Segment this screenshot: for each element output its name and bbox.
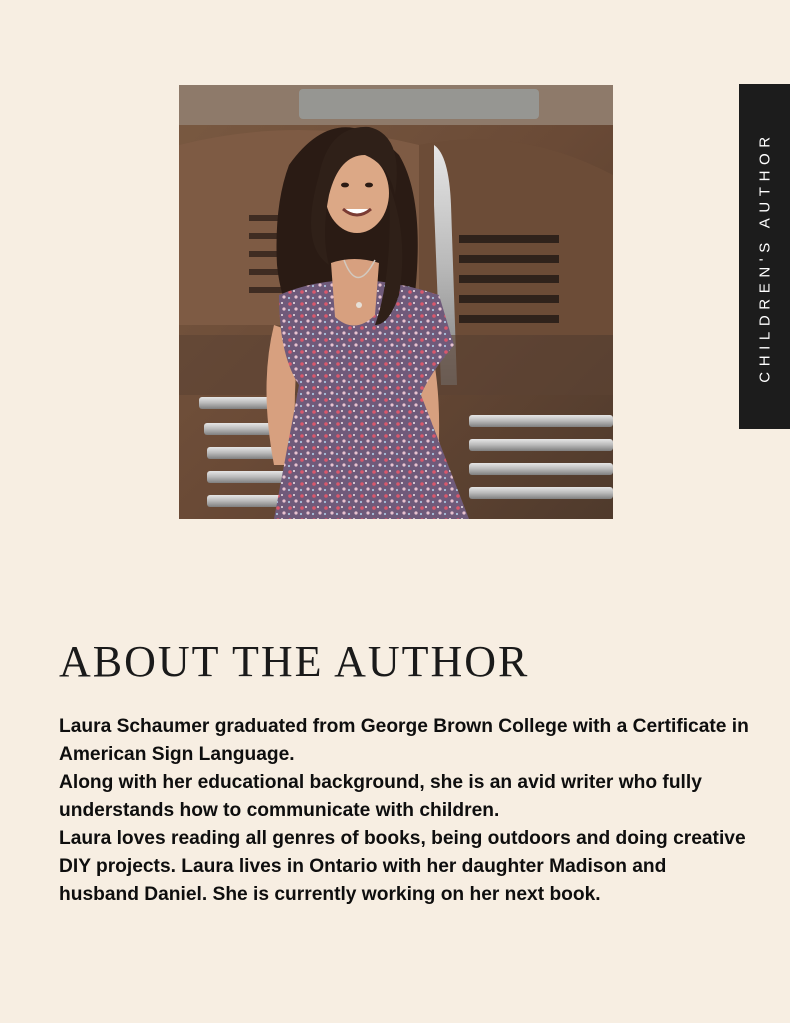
bio-paragraph-1: Laura Schaumer graduated from George Brown College with a Certificate in American Sign Language.: [59, 716, 749, 765]
author-photo: [179, 85, 613, 519]
bio-paragraph-3: Laura loves reading all genres of books, being outdoors and doing creative DIY projects. Laura lives in Ontario with her daughter Madison and husband Daniel. She is currently working on her next book.: [59, 828, 746, 905]
bio-paragraph-2: Along with her educational background, she is an avid writer who fully understands how to communicate with children.: [59, 772, 702, 821]
side-tab: [739, 84, 790, 429]
side-tab-label: CHILDREN'S AUTHOR: [756, 130, 773, 383]
page-title: ABOUT THE AUTHOR: [59, 637, 530, 686]
author-bio: [59, 713, 749, 909]
